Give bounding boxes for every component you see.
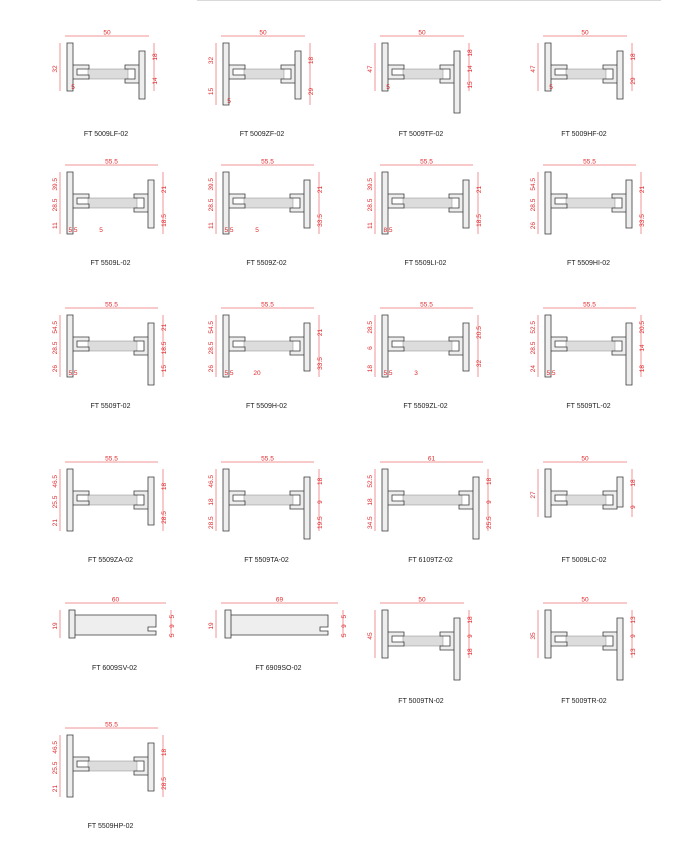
profile-10 (367, 302, 483, 411)
left-dimension-label: 54.5 (208, 321, 215, 334)
right-dimension-label: 25.5 (486, 516, 493, 529)
profile-code-caption: FT 6009SV-02 (91, 665, 138, 672)
right-dimension-label: 15 (467, 81, 474, 89)
glass-pane (566, 69, 606, 79)
right-dimension-label: 14 (467, 65, 474, 73)
profile-code-caption: FT 5509HI-02 (566, 260, 611, 267)
right-dimension-label: 18 (161, 748, 168, 757)
width-dimension-label: 60 (111, 596, 120, 604)
width-dimension-label: 55.5 (420, 301, 433, 309)
left-dimension-label: 28.5 (530, 198, 537, 212)
inner-dimension-label: 5 (386, 84, 390, 91)
right-dimension-label: 21 (639, 185, 646, 194)
profile-code-caption: FT 5009TN-02 (398, 698, 444, 705)
glass-pane (403, 495, 462, 505)
right-dimension-label: 9 (467, 634, 474, 638)
left-dimension-label: 15 (208, 87, 215, 96)
right-dimension-label: 9 (341, 624, 348, 628)
right-dimension-label: 9 (317, 500, 324, 504)
glass-pane (566, 636, 606, 646)
right-dimension-label: 21 (476, 185, 483, 194)
profile-3 (530, 30, 637, 139)
right-dimension-label: 18 (308, 56, 315, 65)
left-dimension-label: 52.5 (530, 321, 537, 334)
profile-code-caption: FT 5509HP-02 (87, 823, 134, 830)
profile-11 (530, 302, 646, 411)
width-dimension-label: 55.5 (105, 721, 118, 729)
left-dimension-label: 28.5 (208, 341, 215, 355)
glass-pane (403, 198, 452, 208)
width-dimension-label: 55.5 (105, 301, 118, 309)
inner-dimension-label: 5 (227, 98, 231, 105)
width-dimension-label: 55.5 (261, 301, 274, 309)
profile-5 (208, 159, 324, 268)
left-dimension-label: 28.5 (208, 198, 215, 212)
width-dimension-label: 50 (103, 29, 111, 37)
left-dimension-label: 39.5 (52, 178, 59, 191)
profile-code-caption: FT 5009ZF-02 (239, 131, 285, 138)
profile-code-caption: FT 5009LF-02 (83, 131, 129, 138)
right-dimension-label: 18 (152, 53, 159, 61)
profile-1 (208, 30, 315, 139)
width-dimension-label: 50 (418, 596, 426, 604)
glass-pane (88, 341, 137, 351)
width-dimension-label: 55.5 (261, 158, 274, 166)
width-dimension-label: 55.5 (583, 301, 596, 309)
glass-pane (566, 341, 615, 351)
profile-18 (367, 597, 474, 706)
inner-dimension-label: 5.5 (383, 370, 393, 377)
profile-20 (52, 722, 168, 831)
glass-pane (403, 69, 443, 79)
left-dimension-label: 34.5 (367, 516, 374, 529)
right-dimension-label: 18 (630, 479, 637, 487)
right-dimension-label: 19.5 (317, 516, 324, 529)
right-dimension-label: 14 (639, 344, 646, 352)
right-dimension-label: 18 (467, 49, 474, 57)
right-dimension-label: 13 (630, 616, 637, 624)
right-dimension-label: 21 (317, 328, 324, 337)
left-dimension-label: 26 (52, 365, 59, 373)
left-dimension-label: 26 (530, 222, 537, 230)
glass-pane (244, 341, 293, 351)
left-dimension-label: 25.5 (52, 495, 59, 509)
left-dimension-label: 11 (208, 222, 215, 230)
right-dimension-label: 14 (152, 77, 159, 85)
width-dimension-label: 50 (581, 29, 589, 37)
left-dimension-label: 24 (530, 365, 537, 373)
profile-code-caption: FT 5509H-02 (245, 403, 288, 410)
left-dimension-label: 52.5 (367, 475, 374, 488)
profile-19 (530, 597, 637, 706)
glass-pane (88, 761, 137, 771)
glass-pane (403, 636, 443, 646)
profile-4 (52, 159, 168, 268)
left-dimension-label: 18 (367, 365, 374, 373)
profile-code-caption: FT 5509LI-02 (404, 260, 447, 267)
left-dimension-label: 28.5 (208, 516, 215, 529)
glass-pane (88, 495, 137, 505)
left-dimension-label: 21 (52, 785, 59, 793)
right-dimension-label: 29 (308, 87, 315, 96)
glass-pane (244, 69, 284, 79)
left-dimension-label: 11 (52, 222, 59, 230)
width-dimension-label: 69 (275, 596, 284, 604)
left-dimension-label: 18 (367, 498, 374, 506)
right-dimension-label: 18 (467, 616, 474, 624)
right-dimension-label: 29 (630, 77, 637, 85)
right-dimension-label: 18 (467, 648, 474, 656)
inner-dimension-label: 20 (253, 370, 261, 377)
right-dimension-label: 20.5 (639, 321, 646, 334)
right-dimension-label: 5 (169, 633, 176, 638)
right-dimension-label: 33.5 (317, 214, 324, 227)
profile-16 (52, 597, 176, 673)
glass-pane (566, 198, 615, 208)
profile-code-caption: FT 5509TA-02 (244, 557, 289, 564)
right-dimension-label: 15 (161, 365, 168, 373)
inner-dimension-label: 3 (414, 370, 418, 377)
left-dimension-label: 35 (530, 632, 537, 640)
right-dimension-label: 18.5 (476, 214, 483, 227)
left-dimension-label: 46.5 (52, 475, 59, 488)
glass-pane (403, 341, 452, 351)
right-dimension-label: 18 (486, 477, 493, 485)
left-dimension-label: 28.5 (52, 198, 59, 212)
profile-code-caption: FT 5009TR-02 (561, 698, 607, 705)
inner-dimension-label: 5.5 (68, 370, 78, 377)
inner-dimension-label: 8.5 (383, 227, 393, 234)
profile-8 (52, 302, 168, 411)
width-dimension-label: 55.5 (583, 158, 596, 166)
inner-dimension-label: 5 (99, 227, 103, 234)
glass-pane (88, 69, 128, 79)
right-dimension-label: 33.5 (317, 357, 324, 370)
profile-code-caption: FT 5009LC-02 (561, 557, 607, 564)
left-dimension-label: 25.5 (52, 761, 59, 775)
left-dimension-label: 21 (52, 519, 59, 527)
profile-code-caption: FT 5509TL-02 (566, 403, 611, 410)
profile-2 (367, 30, 474, 139)
profile-code-caption: FT 5509T-02 (90, 403, 131, 410)
profile-15 (530, 456, 637, 565)
width-dimension-label: 61 (427, 455, 436, 463)
left-dimension-label: 18 (208, 498, 215, 506)
profile-section-outline (225, 610, 328, 638)
right-dimension-label: 9 (630, 505, 637, 509)
width-dimension-label: 50 (418, 29, 426, 37)
left-dimension-label: 54.5 (52, 321, 59, 334)
left-dimension-label: 27 (530, 491, 537, 499)
glass-pane (88, 198, 137, 208)
left-dimension-label: 39.5 (367, 178, 374, 191)
right-dimension-label: 20.5 (476, 326, 483, 339)
left-dimension-label: 28.5 (52, 341, 59, 355)
inner-dimension-label: 5.5 (68, 227, 78, 234)
profile-section-outline (545, 469, 623, 517)
profile-code-caption: FT 5509L-02 (90, 260, 131, 267)
right-dimension-label: 18 (630, 53, 637, 61)
right-dimension-label: 18 (317, 477, 324, 485)
right-dimension-label: 18 (161, 482, 168, 491)
left-dimension-label: 54.5 (530, 178, 537, 191)
glass-pane (244, 495, 293, 505)
right-dimension-label: 18 (639, 365, 646, 373)
profile-17 (208, 597, 348, 673)
width-dimension-label: 55.5 (105, 455, 118, 463)
profile-code-caption: FT 5509ZA-02 (87, 557, 134, 564)
right-dimension-label: 28.5 (161, 511, 168, 524)
right-dimension-label: 13 (630, 648, 637, 656)
left-dimension-label: 47 (530, 65, 537, 73)
right-dimension-label: 18.5 (161, 341, 168, 355)
width-dimension-label: 55.5 (261, 455, 274, 463)
right-dimension-label: 5 (341, 633, 348, 638)
right-dimension-label: 32 (476, 359, 483, 368)
left-dimension-label: 47 (367, 65, 374, 73)
left-dimension-label: 46.5 (52, 741, 59, 754)
profile-code-caption: FT 6909SO-02 (255, 665, 302, 672)
profile-12 (52, 456, 168, 565)
right-dimension-label: 33.5 (639, 214, 646, 227)
right-dimension-label: 21 (161, 323, 168, 331)
profile-14 (367, 456, 493, 565)
left-dimension-label: 32 (52, 65, 59, 73)
profile-code-caption: FT 5509ZL-02 (403, 403, 448, 410)
width-dimension-label: 50 (259, 29, 267, 37)
left-dimension-label: 39.5 (208, 178, 215, 191)
left-dimension-label: 46.5 (208, 475, 215, 488)
inner-dimension-label: 5.5 (224, 370, 234, 377)
left-dimension-label: 11 (367, 222, 374, 230)
glass-pane (244, 198, 293, 208)
left-dimension-label: 28.5 (530, 341, 537, 355)
profile-9 (208, 302, 324, 411)
profile-code-caption: FT 5009TF-02 (398, 131, 444, 138)
inner-dimension-label: 5.5 (546, 370, 556, 377)
left-dimension-label: 6 (367, 346, 374, 350)
profile-code-caption: FT 6109TZ-02 (408, 557, 453, 564)
profile-7 (530, 159, 646, 268)
right-dimension-label: 21 (161, 185, 168, 194)
left-dimension-label: 32 (208, 56, 215, 65)
width-dimension-label: 50 (581, 455, 589, 463)
glass-pane (566, 495, 606, 505)
right-dimension-label: 5 (169, 614, 176, 619)
profile-0 (52, 30, 159, 139)
left-dimension-label: 28.5 (367, 198, 374, 212)
right-dimension-label: 21 (317, 185, 324, 194)
left-dimension-label: 19 (52, 622, 59, 630)
right-dimension-label: 18.5 (161, 214, 168, 227)
right-dimension-label: 9 (630, 634, 637, 638)
width-dimension-label: 55.5 (420, 158, 433, 166)
right-dimension-label: 28.5 (161, 777, 168, 790)
profile-code-caption: FT 5509Z-02 (246, 260, 287, 267)
left-dimension-label: 26 (208, 365, 215, 373)
left-dimension-label: 45 (367, 632, 374, 640)
profile-13 (208, 456, 324, 565)
profile-section-outline (69, 610, 156, 638)
left-dimension-label: 28.5 (367, 321, 374, 334)
inner-dimension-label: 5 (71, 84, 75, 91)
inner-dimension-label: 5 (549, 84, 553, 91)
right-dimension-label: 9 (169, 624, 176, 628)
width-dimension-label: 50 (581, 596, 589, 604)
profile-6 (367, 159, 483, 268)
width-dimension-label: 55.5 (105, 158, 118, 166)
inner-dimension-label: 5 (255, 227, 259, 234)
right-dimension-label: 5 (341, 614, 348, 619)
left-dimension-label: 19 (208, 622, 215, 630)
right-dimension-label: 9 (486, 500, 493, 504)
inner-dimension-label: 5.5 (224, 227, 234, 234)
profile-code-caption: FT 5009HF-02 (561, 131, 607, 138)
